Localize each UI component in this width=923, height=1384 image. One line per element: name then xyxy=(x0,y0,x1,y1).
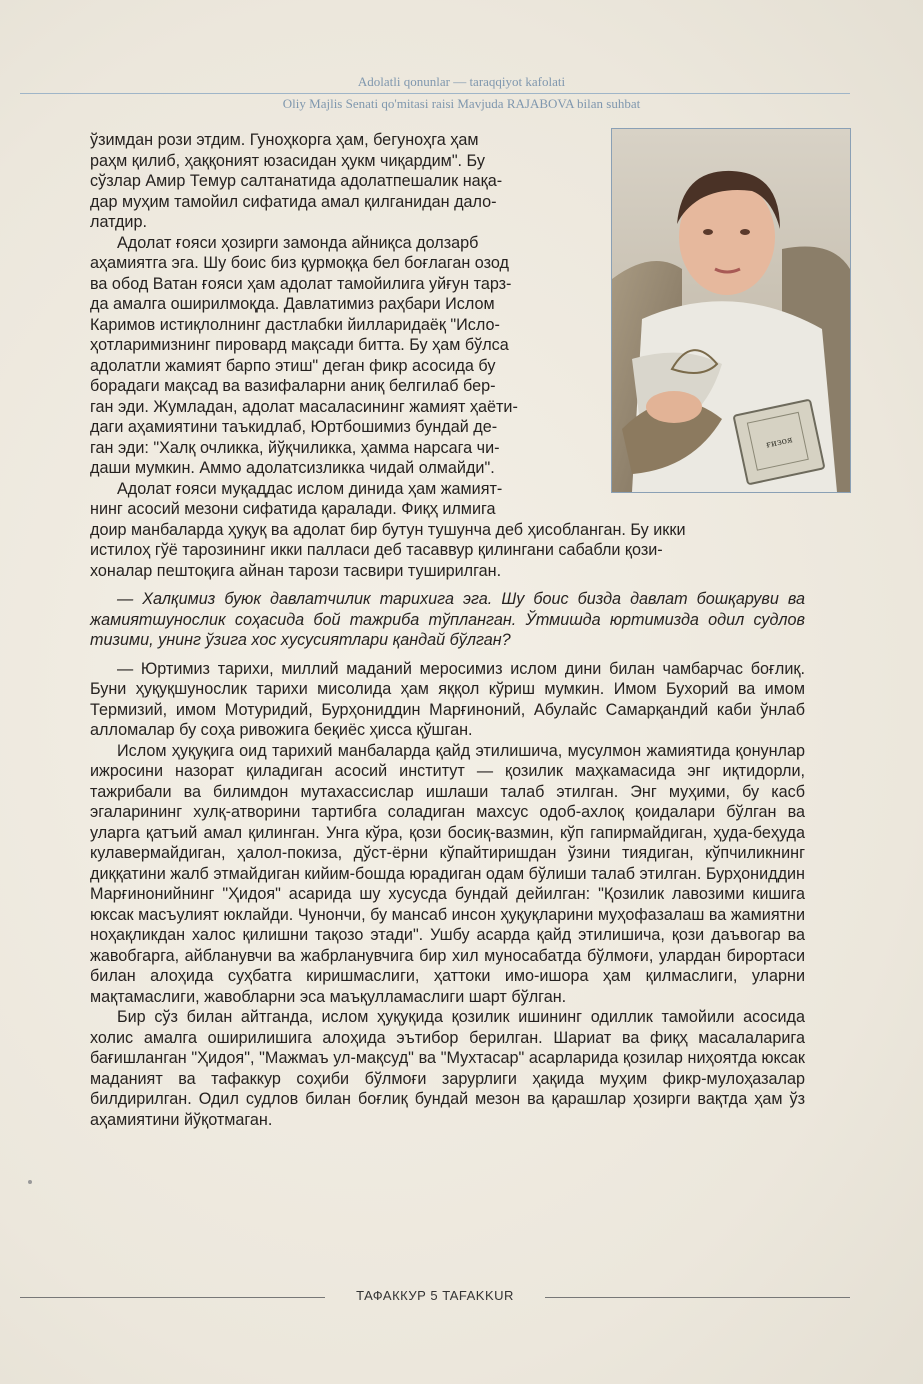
p3-line: истилоҳ гўё тарозининг икки палласи деб тасаввур қилингани сабабли қози- xyxy=(90,541,663,559)
p2-line: даги аҳамиятини таъкидлаб, Юртбошимиз бундай де- xyxy=(90,418,498,436)
p1-line: ўзимдан рози этдим. Гуноҳкорга ҳам, бегуноҳга ҳам xyxy=(90,131,479,149)
p2-line: борадаги мақсад ва вазифаларни аниқ белгилаб бер- xyxy=(90,377,496,395)
p2-line: Адолат ғояси ҳозирги замонда айниқса долзарб xyxy=(117,233,479,252)
p3-line: доир манбаларда ҳуқуқ ва адолат бир бутун тушунча деб ҳисобланган. Бу икки xyxy=(90,520,686,539)
paragraph-3-wide xyxy=(90,520,805,582)
binding-hole xyxy=(28,1180,32,1184)
interview-question: — Халқимиз буюк давлатчилик тарихига эга. Шу боис бизда давлат бошқаруви ва жамиятшунослик соҳасида бой тажриба тўпланган. Ўтмишда юртимизда одил судлов тизими, унинг ўзига хос хусусиятлари қандай бўлган? xyxy=(90,590,805,649)
article-body xyxy=(90,130,805,1130)
p2-line: да амалга оширилмоқда. Давлатимиз раҳбари Ислом xyxy=(90,295,495,313)
p1-line: латдир. xyxy=(90,213,147,231)
running-subtitle: Oliy Majlis Senati qo'mitasi raisi Mavjuda RAJABOVA bilan suhbat xyxy=(282,96,641,111)
paragraph-3-narrow xyxy=(90,479,595,520)
p2-line: ҳотларимизнинг пировард мақсади битта. Бу ҳам бўлса xyxy=(90,336,509,354)
answer-paragraph-3: Бир сўз билан айтганда, ислом ҳуқуқида қозилик ишининг одиллик тамойили асосида холис амалга оширилишига алоҳида эътибор берилган. Шариат ва фиқҳ масалаларига бағишланган "Ҳидоя", "Мажмаъ ул-мақсуд" ва "Мухтасар" асарларида қозилар ниҳоятда юксак маданият ва тафаккур соҳиби бўлмоғи зарурлиги ҳақида муҳим фикр-мулоҳазалар билдирилган. Одил судлов билан боғлиқ бундай мезон ва қарашлар ҳозирги вақтда ҳам ўз аҳамиятини йўқотмаган. xyxy=(90,1008,805,1129)
p2-line: ган эди: "Халқ очликка, йўқчиликка, ҳамма нарсага чи- xyxy=(90,438,500,457)
p1-line: дар муҳим тамойил сифатида амал қилганидан дало- xyxy=(90,192,497,211)
p3-line: Адолат ғояси муқаддас ислом динида ҳам жамият- xyxy=(117,479,503,498)
p2-line: Каримов истиқлолнинг дастлабки йилларидаёқ "Исло- xyxy=(90,315,500,334)
p1-line: сўзлар Амир Темур салтанатида адолатпешалик нақа- xyxy=(90,172,503,190)
footer-page-label: ТАФАККУР 5 TAFAKKUR xyxy=(356,1288,514,1303)
p3-line: нинг асосий мезони сифатида қаралади. Фиқҳ илмига xyxy=(90,500,496,518)
p1-line: раҳм қилиб, ҳаққоният юзасидан ҳукм чиқардим". Бу xyxy=(90,151,485,170)
page-footer xyxy=(0,1287,923,1307)
paragraph-2 xyxy=(90,233,595,479)
column-narrow xyxy=(90,130,595,520)
p2-line: ва обод Ватан ғояси ҳам адолат тамойилига уйғун тарз- xyxy=(90,274,512,293)
p2-line: ган эди. Жумладан, адолат масаласининг жамият ҳаёти- xyxy=(90,397,518,416)
p2-line: адолатли жамият барпо этиш" деган фикр асосида бу xyxy=(90,356,496,375)
running-title: Adolatli qonunlar — taraqqiyot kafolati xyxy=(357,74,566,89)
answer-paragraph-2: Ислом ҳуқуқига оид тарихий манбаларда қайд этилишича, мусулмон жамиятида қонунлар ижросини назорат қиладиган асосий институт — қозилик маҳкамасида энг иқтидорли, тажрибали ва билимдон мутахассислар ишлаши талаб этилган. Энг муҳими, бу касб эгаларининг хулқ-атворини тартибга соладиган махсус одоб-ахлоқ қоидалари бўлган ва уларга қатъий амал қилинган. Унга кўра, қози босиқ-вазмин, кўп гапирмайдиган, ҳуда-беҳуда кулавермайдиган, ҳалол-покиза, дўст-ёрни кўпайтиришдан ўзини тиядиган, кўпчиликнинг диққатини жалб этмайдиган кийим-бошда юрадиган одам бўлиши талаб этилган. Бурҳониддин Марғинонийнинг "Ҳидоя" асарида шу хусусда бундай дейилган: "Қозилик лавозими кишига юксак масъулият юклайди. Чунончи, бу мансаб инсон ҳуқуқларини муҳофазалаш ва жамиятни ноҳақликдан халос қилишни тақозо этади". Ушбу асарда қайд этилишича, қози даъвогар ва жавобгарга, айбланувчи ва жабрланувчига бир хил муносабатда бўлмоғи, улардан бирортаси билан алоҳида суҳбатга киришмаслиги, ҳаттоки имо-ишора ҳам қилмаслиги, уларни мақтамаслиги, жавобларни эса маъқулламаслиги шарт бўлган. xyxy=(90,741,805,1006)
header-rule xyxy=(20,93,850,94)
footer-rule-right xyxy=(545,1297,850,1298)
footer-rule-left xyxy=(20,1297,325,1298)
p2-line: даши мумкин. Аммо адолатсизликка чидай олмайди". xyxy=(90,459,495,477)
book-title-text: ғизоя xyxy=(765,435,794,451)
p3-line: хоналар пештоқига айнан тарози тасвири туширилган. xyxy=(90,561,502,580)
paragraph-1 xyxy=(90,130,595,233)
answer-paragraph-1: — Юртимиз тарихи, миллий маданий меросимиз ислом дини билан чамбарчас боғлиқ. Буни ҳуқуқшунослик тарихи мисолида ҳам яққол кўриш мумкин. Имом Бухорий ва имом Термизий, имом Мотуридий, Бурҳониддин Марғиноний, Абулайс Самарқандий каби ўнлаб алломалар бу соҳа ривожига беқиёс ҳисса қўшган. xyxy=(90,659,805,739)
p2-line: аҳамиятга эга. Шу боис биз қурмоққа бел боғлаган озод xyxy=(90,254,509,272)
